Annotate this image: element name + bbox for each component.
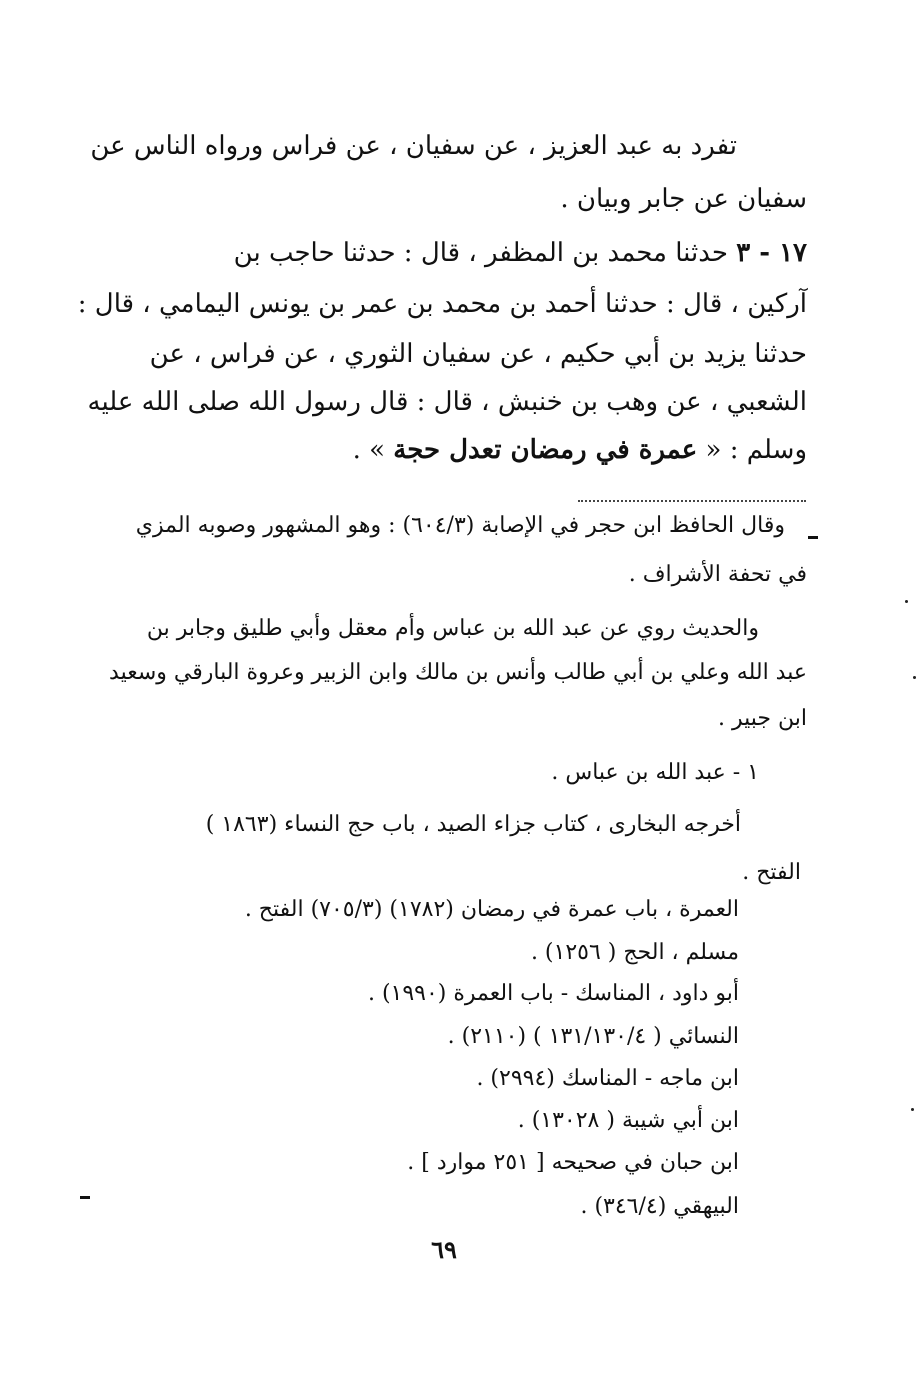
margin-mark	[808, 536, 818, 539]
footnote-line-13: ابن ماجه - المناسك (٢٩٩٤) .	[476, 1066, 739, 1091]
hadith-matn: عمرة في رمضان تعدل حجة	[393, 435, 698, 465]
footnote-line-4: عبد الله وعلي بن أبي طالب وأنس بن مالك وابن الزبير وعروة البارقي وسعيد	[109, 660, 807, 685]
main-line-2: سفيان عن جابر وبيان .	[560, 184, 807, 214]
hadith-number: ١٧ - ٣	[736, 238, 807, 268]
hadith-17-line-5-end: » .	[352, 435, 394, 465]
footnote-separator	[578, 500, 806, 502]
footnote-line-8: الفتح .	[742, 860, 801, 885]
footnote-line-14: ابن أبي شيبة ( ١٣٠٢٨) .	[517, 1108, 739, 1133]
hadith-17-line-4: الشعبي ، عن وهب بن خنبش ، قال : قال رسول الله صلى الله عليه	[87, 387, 807, 417]
hadith-17-line-3: حدثنا يزيد بن أبي حكيم ، عن سفيان الثوري ، عن فراس ، عن	[149, 339, 807, 369]
footnote-line-6: ١ - عبد الله بن عباس .	[551, 760, 759, 785]
scan-speck	[905, 600, 908, 603]
scan-speck	[913, 676, 916, 679]
footnote-line-9: العمرة ، باب عمرة في رمضان (١٧٨٢) (٧٠٥/٣) الفتح .	[244, 897, 739, 922]
scan-speck	[911, 1108, 914, 1111]
footnote-line-10: مسلم ، الحج ( ١٢٥٦) .	[530, 940, 739, 965]
main-line-1: تفرد به عبد العزيز ، عن سفيان ، عن فراس ورواه الناس عن	[90, 131, 737, 161]
footnote-line-7: أخرجه البخارى ، كتاب جزاء الصيد ، باب حج النساء (١٨٦٣ )	[205, 812, 741, 837]
hadith-17-line-1-text: حدثنا محمد بن المظفر ، قال : حدثنا حاجب بن	[233, 238, 737, 268]
footnote-line-5: ابن جبير .	[718, 706, 807, 731]
hadith-17-line-5-start: وسلم : «	[697, 435, 807, 465]
hadith-17-line-1	[234, 233, 807, 273]
footnote-line-15: ابن حبان في صحيحه [ ٢٥١ موارد ] .	[407, 1150, 739, 1175]
margin-mark	[80, 1196, 90, 1199]
hadith-17-line-2: آركين ، قال : حدثنا أحمد بن محمد بن عمر بن يونس اليمامي ، قال :	[77, 289, 807, 319]
footnote-line-1: وقال الحافظ ابن حجر في الإصابة (٦٠٤/٣) : وهو المشهور وصوبه المزي	[135, 513, 785, 538]
footnote-line-2: في تحفة الأشراف .	[628, 562, 807, 587]
footnote-line-16: البيهقي (٣٤٦/٤) .	[580, 1194, 739, 1219]
hadith-17-line-5	[353, 430, 807, 470]
footnote-line-12: النسائي ( ١٣١/١٣٠/٤ ) (٢١١٠) .	[447, 1024, 739, 1049]
page-number: ٦٩	[431, 1235, 457, 1264]
footnote-line-3: والحديث روي عن عبد الله بن عباس وأم معقل وأبي طليق وجابر بن	[146, 616, 759, 641]
footnote-line-11: أبو داود ، المناسك - باب العمرة (١٩٩٠) .	[367, 981, 739, 1006]
